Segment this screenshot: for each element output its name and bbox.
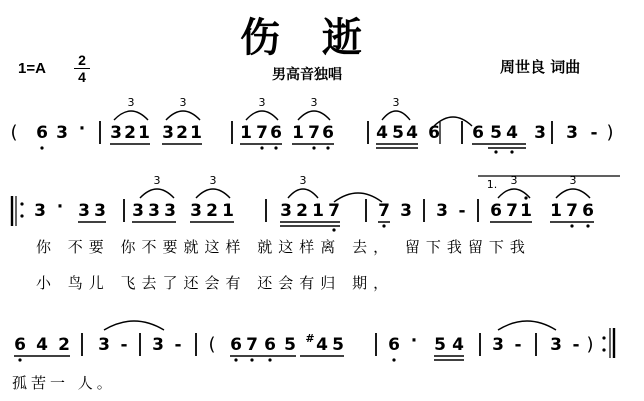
slur <box>556 189 590 198</box>
note: 6 <box>270 123 282 143</box>
ending-mark: 1. <box>486 178 498 191</box>
note: 7 <box>246 335 258 355</box>
sharp-sign: # <box>305 332 315 345</box>
note: 3 <box>566 123 578 143</box>
note: 1 <box>190 123 202 143</box>
paren: ( <box>10 122 18 143</box>
lyric-line-1: 你 不要 你不要就这样 就这样离 去， 留下我留下我 <box>36 238 531 256</box>
slur <box>288 189 318 198</box>
note: 7 <box>256 123 268 143</box>
note: 6 <box>264 335 276 355</box>
note: 3 <box>436 201 448 221</box>
note: 4 <box>506 123 518 143</box>
note: 3 <box>78 201 90 221</box>
note: 4 <box>376 123 388 143</box>
note: 3 <box>492 335 504 355</box>
note: 6 <box>582 201 594 221</box>
note: 2 <box>296 201 308 221</box>
note: 4 <box>406 123 418 143</box>
song-title: 伤逝 <box>240 15 404 61</box>
note: 7 <box>328 201 340 221</box>
octave-dot <box>40 146 43 149</box>
triplet-mark: 3 <box>310 96 318 109</box>
note: 6 <box>230 335 242 355</box>
note: 1 <box>292 123 304 143</box>
triplet-mark: 3 <box>569 174 577 187</box>
slur <box>382 111 410 120</box>
paren: ) <box>606 122 614 143</box>
note: 6 <box>490 201 502 221</box>
note: 7 <box>506 201 518 221</box>
note: 5 <box>284 335 296 355</box>
note: 3 <box>94 201 106 221</box>
octave-dot <box>602 336 605 339</box>
octave-dot <box>510 150 513 153</box>
note: 5 <box>332 335 344 355</box>
slur <box>246 111 278 120</box>
triplet-mark: 3 <box>179 96 187 109</box>
note: 3 <box>162 123 174 143</box>
note: 6 <box>36 123 48 143</box>
note: 6 <box>388 335 400 355</box>
triplet-mark: 3 <box>510 174 518 187</box>
note: 5 <box>392 123 404 143</box>
dash: - <box>120 335 128 355</box>
dash: - <box>174 335 182 355</box>
note: 2 <box>176 123 188 143</box>
note: 3 <box>400 201 412 221</box>
note: 6 <box>14 335 26 355</box>
octave-dot <box>274 146 277 149</box>
note: 3 <box>280 201 292 221</box>
triplet-mark: 3 <box>258 96 266 109</box>
note: 3 <box>56 123 68 143</box>
slur <box>104 321 164 330</box>
dash: - <box>572 335 580 355</box>
note: 3 <box>550 335 562 355</box>
note: 7 <box>566 201 578 221</box>
note: 2 <box>124 123 136 143</box>
octave-dot <box>570 224 573 227</box>
triplet-mark: 3 <box>153 174 161 187</box>
triplet-mark: 3 <box>392 96 400 109</box>
slur <box>498 321 556 330</box>
note: 5 <box>490 123 502 143</box>
octave-dot <box>268 358 271 361</box>
octave-dot <box>234 358 237 361</box>
note: 7 <box>308 123 320 143</box>
octave-dot <box>392 358 395 361</box>
octave-dot <box>524 196 527 199</box>
note: 4 <box>36 335 48 355</box>
note: 6 <box>472 123 484 143</box>
octave-dot <box>602 348 605 351</box>
slur <box>166 111 200 120</box>
note: 1 <box>312 201 324 221</box>
paren: ) <box>586 334 594 355</box>
note: 3 <box>164 201 176 221</box>
note: 2 <box>206 201 218 221</box>
note: 1 <box>222 201 234 221</box>
octave-dot <box>312 146 315 149</box>
octave-dot <box>382 224 385 227</box>
key-signature: 1=A <box>18 60 46 77</box>
slur <box>140 189 174 198</box>
note: 3 <box>190 201 202 221</box>
note: 5 <box>434 335 446 355</box>
meter-bottom: 4 <box>74 68 90 85</box>
triplet-mark: 3 <box>127 96 135 109</box>
octave-dot <box>494 150 497 153</box>
note: 3 <box>110 123 122 143</box>
triplet-mark: 3 <box>209 174 217 187</box>
note: 1 <box>240 123 252 143</box>
note: 6 <box>428 123 440 143</box>
note: 3 <box>534 123 546 143</box>
paren: ( <box>208 334 216 355</box>
dash: - <box>590 123 598 143</box>
note: 3 <box>152 335 164 355</box>
octave-dot <box>18 358 21 361</box>
note: 3 <box>98 335 110 355</box>
dot-rest: · <box>78 119 86 139</box>
slur <box>334 193 382 202</box>
note: 7 <box>378 201 390 221</box>
lyric-line-3: 孤苦一 人。 <box>12 374 116 392</box>
meter-top: 2 <box>78 52 86 68</box>
octave-dot <box>20 202 23 205</box>
octave-dot <box>332 228 335 231</box>
slur <box>114 111 148 120</box>
octave-dot <box>326 146 329 149</box>
slur <box>298 111 330 120</box>
performer-note: 男高音独唱 <box>272 67 342 83</box>
note: 4 <box>452 335 464 355</box>
dash: - <box>458 201 466 221</box>
note: 1 <box>550 201 562 221</box>
composer-credit: 周世良 词曲 <box>500 58 581 76</box>
lyric-line-2: 小 鸟儿 飞去了还会有 还会有归 期， <box>36 274 395 292</box>
note: 3 <box>34 201 46 221</box>
dash: - <box>514 335 522 355</box>
note: 3 <box>132 201 144 221</box>
note: 3 <box>148 201 160 221</box>
note: 2 <box>58 335 70 355</box>
octave-dot <box>260 146 263 149</box>
note: 6 <box>322 123 334 143</box>
dot-rest: · <box>56 197 64 217</box>
slur <box>196 189 230 198</box>
dot-rest: · <box>410 331 418 351</box>
note: 4 <box>316 335 328 355</box>
octave-dot <box>250 358 253 361</box>
octave-dot <box>586 224 589 227</box>
octave-dot <box>20 214 23 217</box>
note: 1 <box>520 201 532 221</box>
note: 1 <box>138 123 150 143</box>
triplet-mark: 3 <box>299 174 307 187</box>
